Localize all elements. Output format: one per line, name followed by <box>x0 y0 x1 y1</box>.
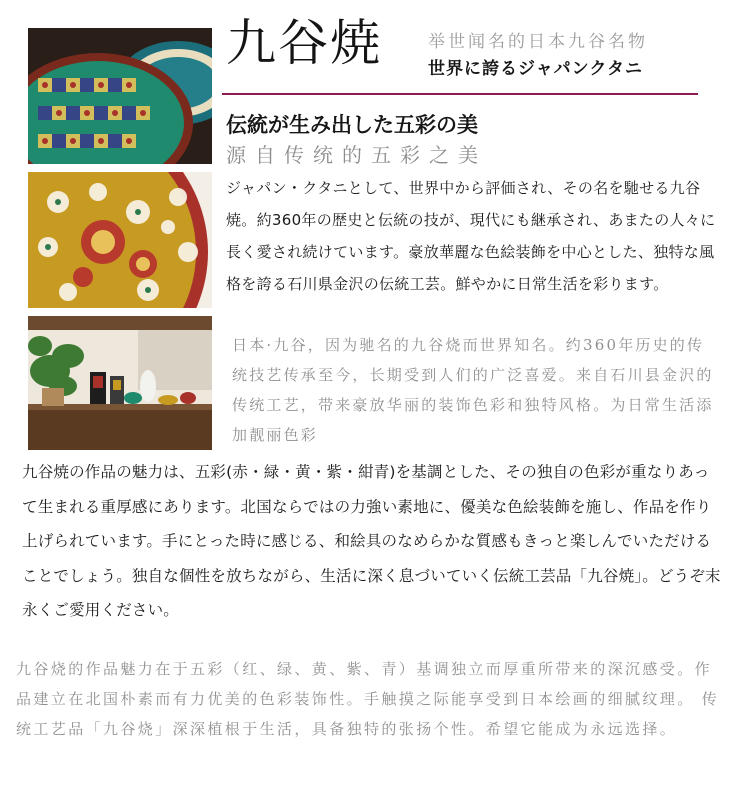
kutani-floral-bowl-photo <box>28 172 212 308</box>
section-heading-japanese: 伝統が生み出した五彩の美 <box>226 112 478 137</box>
section-heading-chinese: 源自传统的五彩之美 <box>226 143 487 167</box>
kutani-plates-photo <box>28 28 212 164</box>
subtitle-chinese: 举世闻名的日本九谷名物 <box>428 32 648 52</box>
plate-icon <box>28 28 212 164</box>
charm-paragraph-chinese: 九谷烧的作品魅力在于五彩（红、绿、黄、紫、青）基调独立而厚重所带来的深沉感受。作品建立在北国朴素而有力优美的色彩装饰性。手触摸之际能享受到日本绘画的细腻纹理。 传统工艺品「九谷烧」深深植根于生活，具备独特的张扬个性。希望它能成为永远选择。 <box>16 660 720 738</box>
kutani-display-shelf-photo <box>28 316 212 450</box>
title-divider <box>222 93 698 95</box>
shelf-icon <box>28 316 212 450</box>
intro-paragraph-chinese: 日本·九谷，因为驰名的九谷烧而世界知名。约360年历史的传统技艺传承至今，长期受到人们的广泛喜爱。来自石川县金沢的传统工艺，带来豪放华丽的装饰色彩和独特风格。为日常生活添加靓丽色彩 <box>232 336 714 444</box>
subtitle-japanese: 世界に誇るジャパンクタニ <box>428 59 643 79</box>
page-title: 九谷焼 <box>226 14 382 72</box>
charm-paragraph-japanese: 九谷焼の作品の魅力は、五彩(赤・緑・黄・紫・紺青)を基調とした、その独自の色彩が重なりあって生まれる重厚感にあります。北国ならではの力強い素地に、優美な色絵装飾を施し、作品を作り上げられています。手にとった時に感じる、和絵具のなめらかな質感もきっと楽しんでいただけることでしょう。独自な個性を放ちながら、生活に深く息づいていく伝統工芸品「九谷焼」。どうぞ末永くご愛用ください。 <box>22 463 721 619</box>
intro-paragraph-japanese: ジャパン・クタニとして、世界中から評価され、その名を馳せる九谷焼。約360年の歴史と伝統の技が、現代にも継承され、あまたの人々に長く愛され続けています。豪放華麗な色絵装飾を中心とした、独特な風格を誇る石川県金沢の伝統工芸。鮮やかに日常生活を彩ります。 <box>226 179 716 293</box>
floral-icon <box>28 172 212 308</box>
